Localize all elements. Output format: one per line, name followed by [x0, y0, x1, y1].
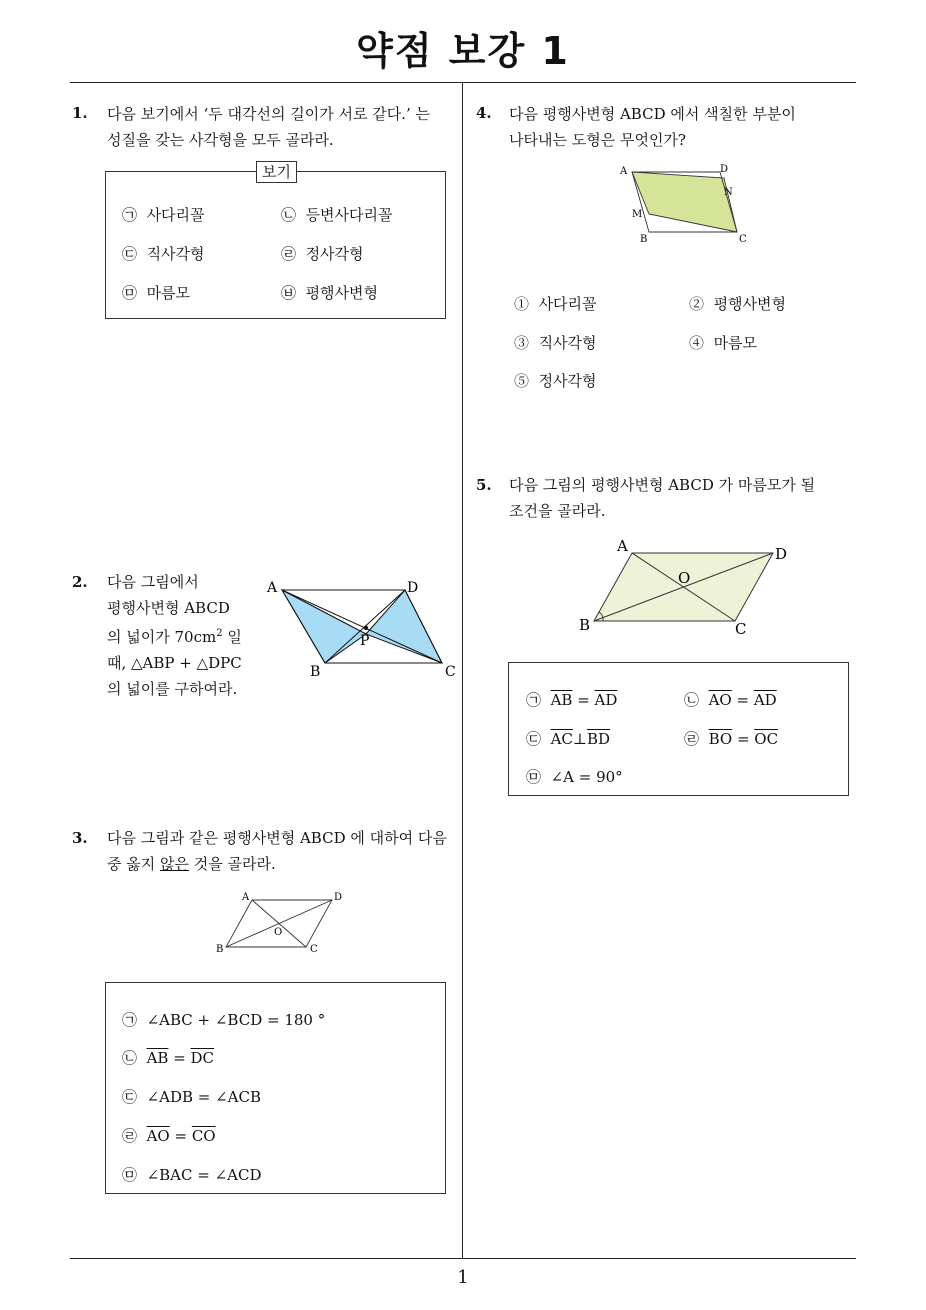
box-label: 보기 — [256, 161, 297, 183]
label-a: A — [267, 580, 278, 596]
choice-mark: ㉣ — [684, 730, 700, 748]
question-line: 다음 그림의 평행사변형 ABCD 가 마름모가 될 — [509, 476, 816, 494]
parallelogram-figure — [612, 158, 762, 250]
choice-mark: ㉡ — [684, 691, 700, 709]
choice-item[interactable] — [122, 1086, 261, 1107]
choice-mark: ㉡ — [122, 1049, 138, 1067]
choice-mark: ② — [689, 295, 705, 313]
label-c: C — [739, 234, 747, 245]
operator: = — [731, 691, 754, 709]
choice-text: ∠ABC + ∠BCD = 180 ° — [146, 1011, 326, 1029]
question-line: 때, △ABP + △DPC — [107, 654, 242, 672]
label-b: B — [640, 234, 648, 245]
label-n: N — [724, 187, 733, 198]
choice-mark: ③ — [514, 334, 530, 352]
operator: = — [732, 730, 755, 748]
segment: $\overline{AB}$ — [550, 691, 573, 709]
question-line: 다음 그림과 같은 평행사변형 ABCD 에 대하여 다음 — [107, 829, 447, 847]
choice-mark: ㉤ — [526, 768, 542, 786]
question-text — [509, 101, 796, 153]
choice-item[interactable] — [514, 293, 597, 314]
choice-mark: ㉠ — [122, 1011, 138, 1029]
choice-item[interactable] — [526, 689, 617, 710]
segment: $\overline{AD}$ — [594, 691, 618, 709]
question-text — [107, 825, 447, 877]
question-line: 평행사변형 ABCD — [107, 599, 230, 617]
label-a: A — [242, 892, 250, 903]
question-number: 5. — [476, 476, 492, 494]
operator: = — [169, 1127, 192, 1145]
choice-text: 마름모 — [146, 284, 191, 302]
label-d: D — [407, 580, 419, 596]
choice-mark: ㉢ — [122, 245, 138, 263]
label-d: D — [334, 892, 343, 903]
triangle-abp — [282, 590, 366, 663]
question-line: 의 넓이를 구하여라. — [107, 680, 238, 698]
operator: = — [572, 691, 595, 709]
choice-mark: ㉢ — [526, 730, 542, 748]
choice-item[interactable] — [122, 1009, 325, 1030]
choice-item[interactable] — [281, 243, 364, 264]
question-line: 성질을 갖는 사각형을 모두 골라라. — [107, 131, 334, 149]
question-line: 조건을 골라라. — [509, 502, 606, 520]
parallelogram-figure — [575, 535, 795, 640]
choice-mark: ㉣ — [281, 245, 297, 263]
area-tail: 일 — [222, 628, 242, 646]
underlined-word: 않은 — [160, 855, 189, 873]
operator: = — [168, 1049, 191, 1067]
question-number: 1. — [72, 104, 88, 122]
text-pre: 중 옳지 — [107, 855, 161, 873]
column-divider — [462, 83, 463, 1259]
label-c: C — [445, 664, 456, 680]
segment: $\overline{AO}$ — [146, 1127, 170, 1145]
choice-item[interactable] — [122, 204, 205, 225]
choice-item[interactable] — [122, 1047, 214, 1068]
segment: $\overline{BD}$ — [586, 730, 611, 748]
text-post: 것을 골라라. — [189, 855, 276, 873]
label-o: O — [678, 569, 691, 587]
parallelogram-figure — [212, 888, 352, 956]
choice-item[interactable] — [514, 332, 597, 353]
choice-mark: ⑤ — [514, 372, 530, 390]
segment: $\overline{OC}$ — [754, 730, 779, 748]
choice-item[interactable] — [122, 243, 205, 264]
question-line: 다음 보기에서 ‘두 대각선의 길이가 서로 같다.’ 는 — [107, 105, 430, 123]
page-number: 1 — [457, 1267, 469, 1288]
label-p: P — [360, 633, 370, 649]
top-rule — [70, 82, 856, 83]
question-line — [107, 621, 242, 650]
shaded-region — [632, 172, 737, 232]
question-number: 2. — [72, 573, 88, 591]
choice-text: 마름모 — [713, 334, 758, 352]
choice-item[interactable] — [526, 728, 610, 749]
segment: $\overline{AO}$ — [708, 691, 732, 709]
label-a: A — [617, 537, 628, 555]
segment: $\overline{DC}$ — [190, 1049, 215, 1067]
choice-text: 사다리꼴 — [538, 295, 597, 313]
choice-item[interactable] — [122, 1125, 216, 1146]
segment: $\overline{BO}$ — [708, 730, 733, 748]
choice-item[interactable] — [281, 282, 378, 303]
label-b: B — [216, 944, 224, 955]
choice-mark: ㉠ — [122, 206, 138, 224]
triangle-dpc — [366, 590, 442, 663]
choice-mark: ㉣ — [122, 1127, 138, 1145]
question-text — [107, 101, 430, 153]
choice-text: 직사각형 — [538, 334, 597, 352]
segment: $\overline{AC}$ — [550, 730, 573, 748]
question-number: 3. — [72, 829, 88, 847]
choice-item[interactable] — [689, 332, 757, 353]
label-d: D — [720, 164, 729, 175]
page-title: 약점 보강 1 — [356, 29, 570, 73]
choice-mark: ① — [514, 295, 530, 313]
choice-item[interactable] — [684, 728, 778, 749]
choice-mark: ㉤ — [122, 284, 138, 302]
bottom-rule — [70, 1258, 856, 1259]
label-b: B — [579, 616, 591, 634]
choice-text: 평행사변형 — [305, 284, 379, 302]
choice-text: 평행사변형 — [713, 295, 787, 313]
label-c: C — [310, 944, 318, 955]
segment: $\overline{AD}$ — [753, 691, 777, 709]
choice-text: 등변사다리꼴 — [305, 206, 393, 224]
choice-item[interactable] — [122, 282, 190, 303]
choice-item[interactable] — [689, 293, 786, 314]
question-line: 나타내는 도형은 무엇인가? — [509, 131, 686, 149]
choice-text: 사다리꼴 — [146, 206, 205, 224]
question-text — [107, 569, 242, 702]
question-line: 다음 그림에서 — [107, 573, 199, 591]
question-line — [107, 851, 447, 877]
superscript: 2 — [216, 628, 223, 639]
label-b: B — [310, 664, 321, 680]
choice-item[interactable] — [281, 204, 393, 225]
choice-item[interactable] — [684, 689, 777, 710]
operator: ⊥ — [572, 730, 587, 748]
choice-text: 정사각형 — [538, 372, 597, 390]
choice-mark: ㉤ — [122, 1166, 138, 1184]
question-number: 4. — [476, 104, 492, 122]
point-p — [364, 626, 368, 630]
choice-mark: ④ — [689, 334, 705, 352]
label-o: O — [274, 927, 283, 938]
choice-mark: ㉥ — [281, 284, 297, 302]
choice-text: ∠A = 90° — [550, 768, 623, 786]
choice-item[interactable] — [526, 766, 623, 787]
choice-mark: ㉢ — [122, 1088, 138, 1106]
segment: $\overline{AB}$ — [146, 1049, 169, 1067]
choice-text: 정사각형 — [305, 245, 364, 263]
choice-mark: ㉡ — [281, 206, 297, 224]
parallelogram-figure — [262, 575, 462, 685]
question-line: 다음 평행사변형 ABCD 에서 색칠한 부분이 — [509, 105, 796, 123]
question-text — [509, 472, 815, 524]
choice-text: ∠ADB = ∠ACB — [146, 1088, 262, 1106]
choice-item[interactable] — [514, 370, 597, 391]
diagonal-bd — [226, 900, 332, 947]
label-m: M — [632, 209, 643, 220]
label-d: D — [775, 545, 788, 563]
choice-text: ∠BAC = ∠ACD — [146, 1166, 262, 1184]
segment: $\overline{CO}$ — [191, 1127, 216, 1145]
area-text: 의 넓이가 70cm — [107, 628, 217, 646]
choice-item[interactable] — [122, 1164, 261, 1185]
choice-mark: ㉠ — [526, 691, 542, 709]
choice-text: 직사각형 — [146, 245, 205, 263]
label-c: C — [735, 620, 747, 638]
label-a: A — [620, 166, 628, 177]
